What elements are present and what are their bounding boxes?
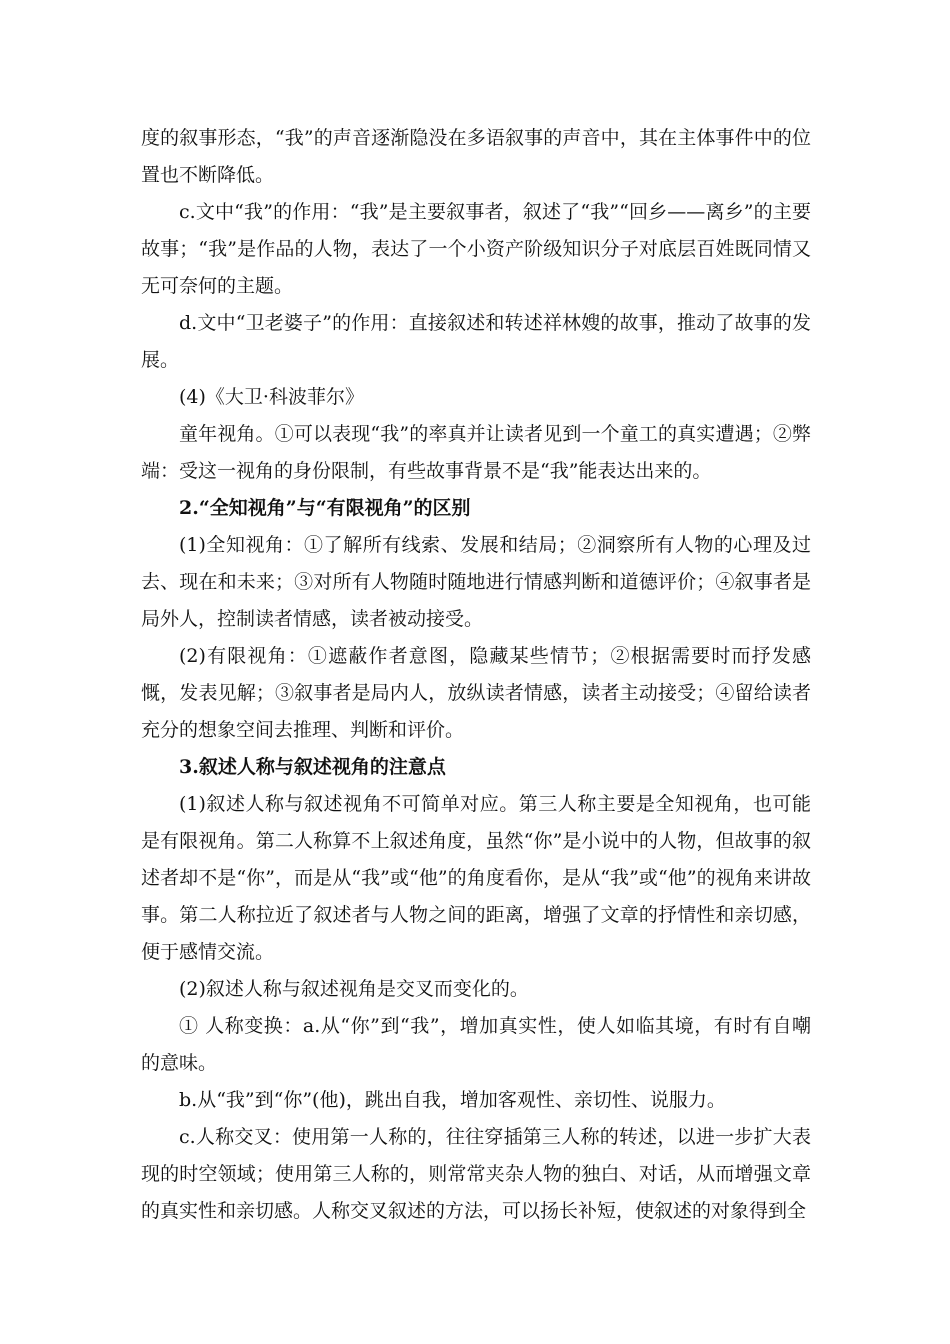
paragraph-limited: (2)有限视角：①遮蔽作者意图，隐藏某些情节；②根据需要时而抒发感慨，发表见解；③叙事者是局内人，放纵读者情感，读者主动接受；④留给读者充分的想象空间去推理、判断和评价。 — [141, 645, 811, 741]
section-heading-omniscient-vs-limited: 2.“全知视角”与“有限视角”的区别 — [179, 497, 471, 519]
paragraph-continuation: 度的叙事形态，“我”的声音逐渐隐没在多语叙事的声音中，其在主体事件中的位置也不断降低。 — [141, 127, 811, 186]
paragraph-person-crossing: c.人称交叉：使用第一人称的，往往穿插第三人称的转述，以进一步扩大表现的时空领域；使用第三人称的，则常常夹杂人物的独白、对话，从而增强文章的真实性和亲切感。人称交叉叙述的方法，可以扬长补短，使叙述的对象得到全 — [141, 1126, 811, 1222]
paragraph-childhood-perspective: 童年视角。①可以表现“我”的率真并让读者见到一个童工的真实遭遇；②弊端：受这一视角的身份限制，有些故事背景不是“我”能表达出来的。 — [141, 423, 811, 482]
paragraph-wei-role: d.文中“卫老婆子”的作用：直接叙述和转述祥林嫂的故事，推动了故事的发展。 — [141, 312, 811, 371]
document-page — [141, 120, 811, 1230]
paragraph-omniscient: (1)全知视角：①了解所有线索、发展和结局；②洞察所有人物的心理及过去、现在和未来；③对所有人物随时随地进行情感判断和道德评价；④叙事者是局外人，控制读者情感，读者被动接受。 — [141, 534, 811, 630]
paragraph-narrator-role: c.文中“我”的作用：“我”是主要叙事者，叙述了“我”“回乡——离乡”的主要故事；“我”是作品的人物，表达了一个小资产阶级知识分子对底层百姓既同情又无可奈何的主题。 — [141, 201, 811, 297]
section-heading-person-and-perspective: 3.叙述人称与叙述视角的注意点 — [179, 756, 446, 778]
paragraph-person-switch: ① 人称变换：a.从“你”到“我”，增加真实性，使人如临其境，有时有自嘲的意味。 — [141, 1015, 811, 1074]
paragraph-me-to-you: b.从“我”到“你”(他)，跳出自我，增加客观性、亲切性、说服力。 — [179, 1089, 726, 1111]
paragraph-david-copperfield-title: (4)《大卫·科波菲尔》 — [179, 386, 364, 408]
paragraph-no-simple-correspondence: (1)叙述人称与叙述视角不可简单对应。第三人称主要是全知视角，也可能是有限视角。第二人称算不上叙述角度，虽然“你”是小说中的人物，但故事的叙述者却不是“你”，而是从“我”或“他”的角度看你，是从“我”或“他”的视角来讲故事。第二人称拉近了叙述者与人物之间的距离，增强了文章的抒情性和亲切感，便于感情交流。 — [141, 793, 811, 963]
paragraph-cross-and-change: (2)叙述人称与叙述视角是交叉而变化的。 — [179, 978, 529, 1000]
